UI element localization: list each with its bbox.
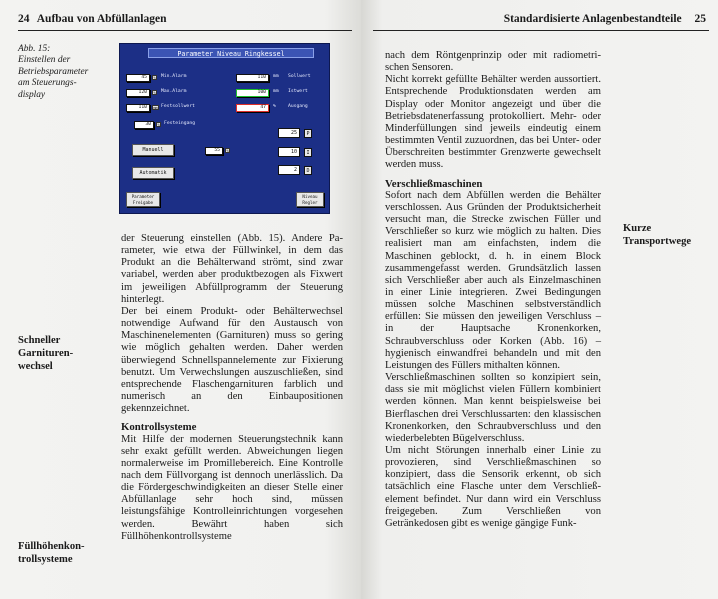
festeingang-unit: % xyxy=(157,122,160,127)
parameter-freigabe-button xyxy=(126,192,160,207)
max-alarm-input: 120 xyxy=(126,89,150,97)
caption-line: display xyxy=(18,89,46,100)
caption-line: am Steuerungs- xyxy=(18,78,77,89)
min-alarm-label: Min.Alarm xyxy=(161,74,187,79)
p-factor-letter: P xyxy=(304,129,312,138)
min-alarm-unit: % xyxy=(153,75,156,80)
max-alarm-unit: % xyxy=(153,90,156,95)
paragraph: Nicht korrekt gefüllte Behälter werden aussortiert. Entsprechende Produktionsdaten werden am Display oder Monitor angezeigt und über die Betriebsdatenerfassung protokolliert. Mehr- oder Minderfüllungen sind jeweils eindeutig einem bestimmten Ventil zuzuordnen, das bei Unter- oder Überschreiten bestimmter Grenzwerte gewechselt werden muss. xyxy=(385,74,601,171)
p-factor-value: 25 xyxy=(278,128,300,138)
niveau-regler-line2: Regler xyxy=(302,200,318,205)
control-display-figure xyxy=(119,43,330,214)
caption-line: Abb. 15: xyxy=(18,44,51,54)
screen-title: Parameter Niveau Ringkessel xyxy=(148,48,314,58)
page-number-left: 24 xyxy=(18,13,30,25)
section-heading: Verschließmaschinen xyxy=(385,177,483,190)
margin-note-line: Füllhöhenkon- xyxy=(18,541,85,552)
running-head-right-title: Standardisierte Anlagenbestandteile xyxy=(503,13,682,25)
margin-note-line: Transportwege xyxy=(623,236,692,247)
automatic-button: Automatik xyxy=(132,167,174,179)
paragraph: Sofort nach dem Abfüllen werden die Behälter verschlossen. Aus Gründen der Produktsicherheit versucht man, die Strecke zwischen Füller und Verschließer so kurz wie möglich zu halten. Dies realisiert man am einfachsten, indem die Maschinen geblockt, d. h. in einem Block zusammengefasst werden. Grundsätzlich lassen sich Verschließer aber auch als Einzelmaschinen in einer Linie integrieren. Zwei Bedingungen müssen solche Maschinen selbstverständlich erfüllen: Sie müssen den jeweiligen Verschluss – in der Hauptsache Kronenkorken, Schraubverschluss oder Korken (Abb. 16) – hygienisch einwandfrei behandeln und mit den Leistungen des Füllers mithalten können. xyxy=(385,189,601,371)
margin-note-line: Garnituren- xyxy=(18,348,74,359)
margin-note-line: Kurze xyxy=(623,223,652,234)
margin-note-garniturenwechsel xyxy=(18,334,110,373)
page-number-right: 25 xyxy=(694,13,706,25)
festeingang-input: 30 xyxy=(134,121,154,129)
figure-caption xyxy=(18,44,110,101)
right-body-text xyxy=(385,50,601,530)
festsollwert-unit: mm xyxy=(153,105,158,110)
i-factor-value: 10 xyxy=(278,147,300,157)
margin-note-transportwege xyxy=(623,222,713,248)
margin-note-line: wechsel xyxy=(18,361,53,372)
paragraph: Mit Hilfe der modernen Steuerungstechnik kann sehr exakt gefüllt werden. Abweichungen liegen normalerweise im Promillebereich. Eine Kontrolle nach dem Füllvorgang ist dennoch unerlässlich. Da die Fördergeschwindigkeiten an dieser Stelle einer Abfüllanlage sehr hoch sind, müssen leistungsfähige Kontrolleinrichtungen vorgesehen werden. Bewährt haben sich Füllhöhenkontrollsysteme xyxy=(121,433,343,542)
header-rule-left xyxy=(18,30,352,31)
section-heading: Kontrollsysteme xyxy=(121,421,197,434)
min-alarm-input: 45 xyxy=(126,74,150,82)
istwert-unit: mm xyxy=(273,89,279,94)
running-head-left xyxy=(18,13,167,31)
margin-note-fuellhoehenkontrolle xyxy=(18,540,114,566)
left-body-text xyxy=(121,233,343,543)
d-factor-value: 2 xyxy=(278,165,300,175)
paragraph: Der bei einem Produkt- oder Behälterwechsel notwendige Aufwand für den Austausch von Maschinenelementen (Garnituren) muss so gering wie möglich gehalten werden. Daher werden überwiegend Schnellspannelemente zur Fixierung benutzt. Um Verwechslungen auszuschließen, sind entsprechende Flaschengarnituren farblich und numerisch an den Einbaupositionen gekennzeichnet. xyxy=(121,305,343,415)
sollwert-value: 110 xyxy=(236,74,269,82)
max-alarm-label: Max.Alarm xyxy=(161,89,187,94)
parameter-freigabe-line1: Parameter xyxy=(131,194,155,199)
festsollwert-input: 110 xyxy=(126,104,150,112)
caption-line: Einstellen der xyxy=(18,55,71,66)
ausgang-value: 47 xyxy=(236,104,269,112)
niveau-regler-line1: Niveau xyxy=(302,194,318,199)
right-page xyxy=(361,0,718,599)
sollwert-unit: mm xyxy=(273,74,279,79)
manual-button: Manuell xyxy=(132,144,174,156)
running-head-right xyxy=(504,13,706,31)
niveau-regler-button xyxy=(296,192,324,207)
festsollwert-label: Festsollwert xyxy=(161,104,195,109)
sollwert-label: Sollwert xyxy=(288,74,311,79)
paragraph: nach dem Röntgenprinzip oder mit radiometrischen Sensoren. xyxy=(385,50,601,74)
festeingang-label: Festeingang xyxy=(164,121,196,126)
caption-line: Betriebsparameter xyxy=(18,66,89,77)
istwert-value: 100 xyxy=(236,89,269,97)
ausgang-label: Ausgang xyxy=(288,104,308,109)
manual-unit: % xyxy=(226,148,229,153)
ausgang-unit: % xyxy=(273,104,276,109)
paragraph: Um nicht Störungen innerhalb einer Linie zu provozieren, sind Verschließmaschinen so konzipiert, dass die Sensorik erkennt, ob sich tatsächlich eine Flasche unter dem Verschließelement befindet. Nur dann wird ein Verschluss freigegeben. Zum Verschließen von Getränkedosen gibt es wenige gängige Funk- xyxy=(385,445,601,529)
istwert-label: Istwert xyxy=(288,89,308,94)
d-factor-letter: D xyxy=(304,166,312,175)
paragraph: der Steuerung einstellen (Abb. 15). Andere Parameter, wie etwa der Füllwinkel, in dem das Produkt an die Behälterwand strömt, sind zwar variabel, werden aber produktbezogen als Fixwert im jeweiligen Abfüllprogramm der Steuerung hinterlegt. xyxy=(121,233,343,305)
running-head-left-title: Aufbau von Abfüllanlagen xyxy=(36,13,167,25)
margin-note-line: Schneller xyxy=(18,335,61,346)
parameter-freigabe-line2: Freigabe xyxy=(132,200,154,205)
i-factor-letter: I xyxy=(304,148,312,157)
margin-note-line: trollsysteme xyxy=(18,554,73,565)
manual-value: 55 xyxy=(205,147,223,155)
header-rule-right xyxy=(373,30,709,31)
paragraph: Verschließmaschinen sollten so konzipiert sein, dass sie mit möglichst vielen Füllern kombiniert werden können. Man kennt beispielsweise bei Bierflaschen drei Verschlussarten: den klassischen Kronenkorken, den Schraubverschluss und den wiederbelebten Bügelverschluss. xyxy=(385,372,601,444)
